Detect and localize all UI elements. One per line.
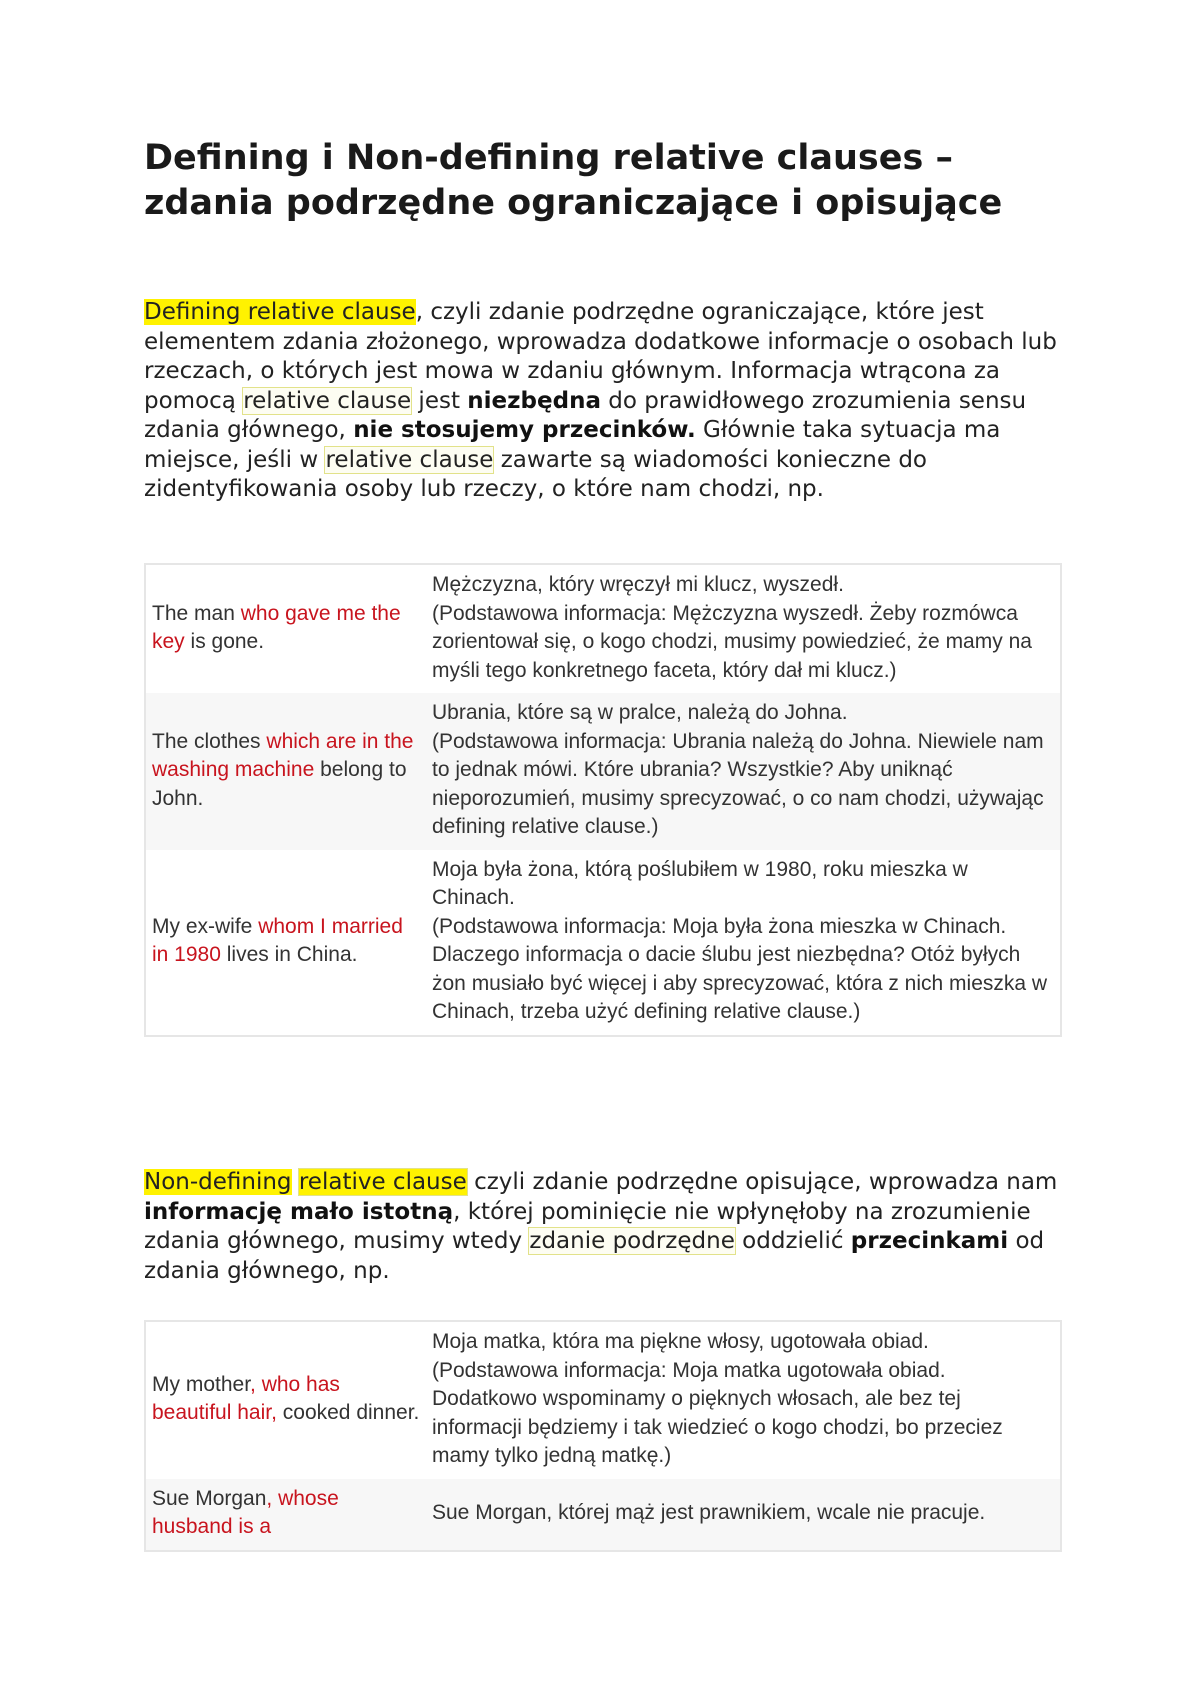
english-example-cell — [145, 1321, 426, 1479]
polish-translation-cell — [426, 850, 1061, 1036]
non-defining-intro-paragraph: Non-defining relative clause czyli zdanie podrzędne opisujące, wprowadza nam informację mało istotną, której pominięcie nie wpłynęłoby na zrozumienie zdania głównego, musimy wtedy zdanie podrzędne oddzielić przecinkami od zdania głównego, np. — [144, 1169, 1058, 1284]
english-example-cell — [145, 564, 426, 693]
bold-text: niezbędna — [467, 387, 601, 414]
translation-text: Mężczyzna, który wręczył mi klucz, wyszedł. — [432, 573, 844, 596]
explanation-text: (Podstawowa informacja: Mężczyzna wyszedł. Żeby rozmówca zorientował się, o kogo chodzi, musimy powiedzieć, że mamy na myśli tego konkretnego faceta, który dał mi klucz.) — [432, 601, 1032, 682]
relative-clause-text: , whose husband is a — [152, 1486, 339, 1538]
polish-translation-cell — [426, 1321, 1061, 1479]
explanation-text: (Podstawowa informacja: Moja matka ugotowała obiad. Dodatkowo wspominamy o pięknych włosach, ale bez tej informacji będziemy i tak wiedzieć o kogo chodzi, bo przeciez mamy tylko jedną matkę.) — [432, 1358, 1003, 1467]
explanation-text: (Podstawowa informacja: Ubrania należą do Johna. Niewiele nam to jednak mówi. Które ubrania? Wszystkie? Aby uniknąć nieporozumień, musimy sprecyzować, o co nam chodzi, używając defining relative clause.) — [432, 729, 1044, 838]
english-example-cell — [145, 693, 426, 850]
highlight-term: Non-defining — [144, 1169, 292, 1195]
translation-text: Sue Morgan, której mąż jest prawnikiem, wcale nie pracuje. — [432, 1500, 986, 1524]
example-text: lives in China. — [220, 943, 358, 966]
highlight-term: Defining relative clause — [144, 299, 416, 325]
relative-clause-text: who gave me the key — [152, 601, 401, 653]
page-title: Defining i Non-defining relative clauses – zdania podrzędne ograniczające i opisujące — [144, 138, 1003, 223]
polish-translation-cell — [426, 564, 1061, 693]
polish-translation-cell — [426, 693, 1061, 850]
example-text: My mother — [152, 1372, 251, 1396]
glossary-term[interactable]: relative clause — [298, 1169, 467, 1195]
translation-text: Ubrania, które są w pralce, należą do Johna. — [432, 701, 848, 724]
example-text: Sue Morgan — [152, 1486, 267, 1510]
example-text: is gone. — [184, 630, 265, 653]
example-text: The clothes — [152, 729, 267, 753]
bold-text: nie stosujemy przecinków. — [353, 417, 696, 443]
bold-text: przecinkami — [850, 1228, 1009, 1254]
non-defining-examples-table — [144, 1320, 1062, 1552]
english-example-cell — [145, 1479, 426, 1551]
glossary-term[interactable]: relative clause — [243, 387, 412, 414]
bold-text: informację mało istotną — [144, 1198, 454, 1225]
example-text: My ex-wife — [152, 914, 259, 938]
example-text: The man — [152, 601, 241, 625]
explanation-text: (Podstawowa informacja: Moja była żona mieszka w Chinach. Dlaczego informacja o dacie ślubu jest niezbędna? Otóż byłych żon musiało być więcej i aby sprecyzować, która z nich mieszka w Chinach, trzeba użyć defining relative clause.) — [432, 914, 1048, 1023]
relative-clause-text: which are in the washing machine — [152, 729, 414, 781]
example-text: cooked dinner. — [276, 1401, 420, 1425]
english-example-cell — [145, 850, 426, 1036]
table-row — [145, 850, 1061, 1036]
table-row — [145, 1321, 1061, 1479]
table-row — [145, 564, 1061, 693]
table-row — [145, 693, 1061, 850]
defining-examples-table — [144, 563, 1062, 1037]
example-text: belong to John. — [152, 758, 407, 810]
relative-clause-text: , who has beautiful hair, — [152, 1372, 340, 1425]
defining-intro-paragraph: Defining relative clause, czyli zdanie podrzędne ograniczające, które jest elementem zdania złożonego, wprowadza dodatkowe informacje o osobach lub rzeczach, o których jest mowa w zdaniu głównym. Informacja wtrącona za pomocą relative clause jest niezbędna do prawidłowego zrozumienia sensu zdania głównego, nie stosujemy przecinków. Głównie taka sytuacja ma miejsce, jeśli w relative clause zawarte są wiadomości konieczne do zidentyfikowania osoby lub rzeczy, o które nam chodzi, np. — [144, 299, 1057, 502]
translation-text: Moja matka, która ma piękne włosy, ugotowała obiad. — [432, 1330, 929, 1353]
polish-translation-cell — [426, 1479, 1061, 1551]
table-row — [145, 1479, 1061, 1551]
translation-text: Moja była żona, którą poślubiłem w 1980, roku mieszka w Chinach. — [432, 857, 968, 909]
glossary-term[interactable]: relative clause — [325, 446, 494, 473]
relative-clause-text: whom I married in 1980 — [152, 914, 403, 966]
glossary-term[interactable]: zdanie podrzędne — [529, 1228, 735, 1254]
